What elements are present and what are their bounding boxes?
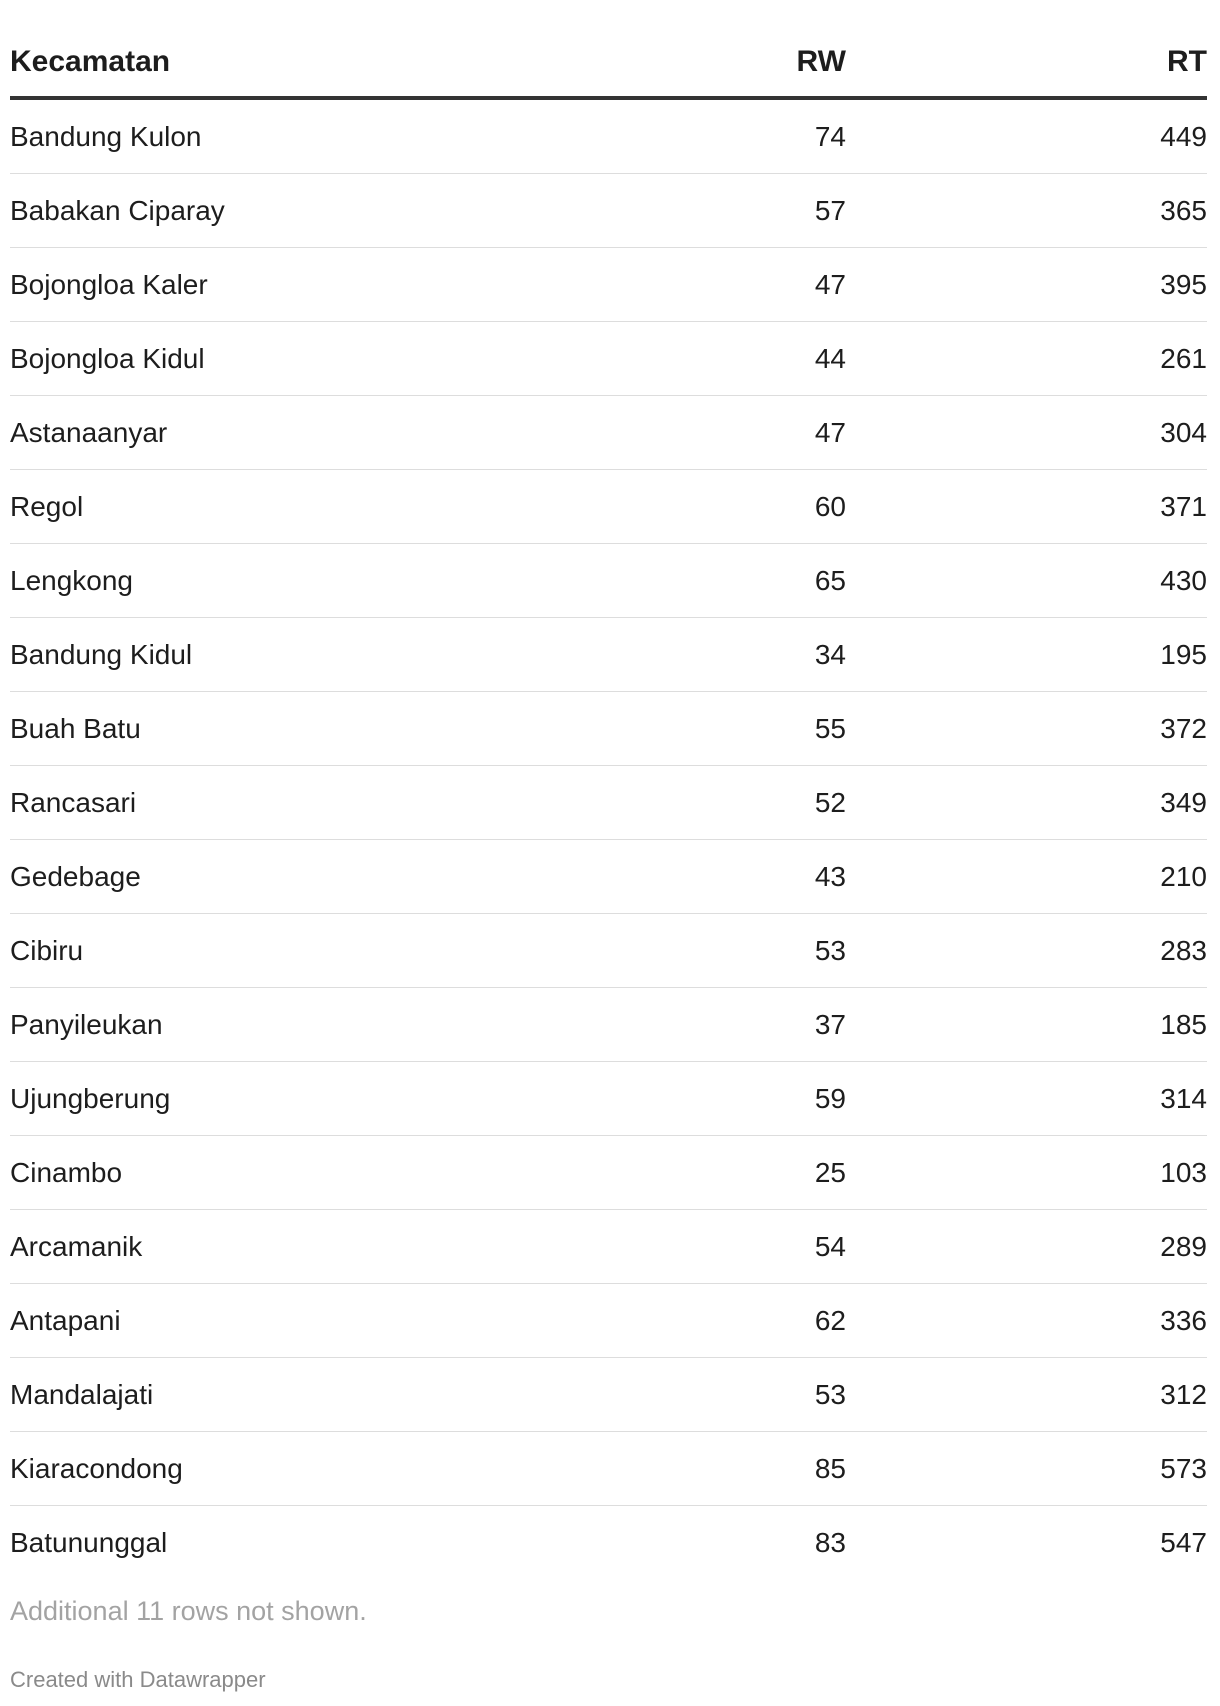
cell-rt: 395 [1160,269,1207,300]
table-row [10,1284,1207,1358]
cell-rw: 43 [814,861,846,892]
table-row [10,840,1207,914]
cell-rt: 365 [1160,195,1207,226]
cell-kecamatan: Bojongloa Kaler [10,269,208,300]
cell-rw: 83 [814,1527,846,1558]
cell-kecamatan: Cibiru [10,935,84,966]
table-row [10,322,1207,396]
cell-rt: 314 [1160,1083,1207,1114]
table-row [10,1062,1207,1136]
cell-kecamatan: Buah Batu [10,713,141,744]
cell-rw: 55 [814,713,846,744]
cell-kecamatan: Kiaracondong [10,1453,183,1484]
cell-rw: 47 [814,417,846,448]
cell-rt: 349 [1160,787,1207,818]
column-header-rt[interactable]: RT [1167,45,1207,78]
cell-kecamatan: Gedebage [10,861,141,892]
table-row [10,544,1207,618]
cell-rw: 37 [814,1009,846,1040]
cell-rw: 54 [814,1231,846,1262]
cell-kecamatan: Babakan Ciparay [10,195,225,226]
cell-rt: 371 [1160,491,1207,522]
table-row [10,618,1207,692]
cell-rt: 336 [1160,1305,1207,1336]
table-body [10,100,1207,1580]
cell-kecamatan: Lengkong [10,565,134,596]
cell-kecamatan: Rancasari [10,787,137,818]
table-row [10,470,1207,544]
cell-rw: 52 [814,787,846,818]
cell-rw: 62 [814,1305,846,1336]
cell-rt: 283 [1160,935,1207,966]
cell-kecamatan: Ujungberung [10,1083,171,1114]
cell-kecamatan: Bandung Kidul [10,639,193,670]
cell-rt: 430 [1160,565,1207,596]
cell-rt: 185 [1160,1009,1207,1040]
cell-rt: 312 [1160,1379,1207,1410]
table-row [10,1506,1207,1580]
cell-rw: 47 [814,269,846,300]
cell-rw: 25 [814,1157,846,1188]
cell-rw: 85 [814,1453,846,1484]
cell-kecamatan: Bojongloa Kidul [10,343,205,374]
cell-kecamatan: Cinambo [10,1157,123,1188]
table-header [10,0,1207,100]
cell-rw: 53 [814,935,846,966]
cell-rt: 573 [1160,1453,1207,1484]
table-row [10,766,1207,840]
cell-rt: 103 [1160,1157,1207,1188]
cell-rt: 210 [1160,861,1207,892]
cell-rw: 57 [814,195,846,226]
cell-rw: 74 [814,121,846,152]
cell-rw: 44 [814,343,846,374]
cell-rt: 261 [1160,343,1207,374]
table-row [10,1136,1207,1210]
cell-kecamatan: Regol [10,491,84,522]
cell-rt: 195 [1160,639,1207,670]
cell-kecamatan: Astanaanyar [10,417,168,448]
cell-rw: 65 [814,565,846,596]
cell-kecamatan: Panyileukan [10,1009,163,1040]
column-header-kecamatan[interactable]: Kecamatan [10,45,171,78]
cell-kecamatan: Antapani [10,1305,121,1336]
table-row [10,1358,1207,1432]
cell-rw: 60 [814,491,846,522]
cell-kecamatan: Arcamanik [10,1231,143,1262]
table-row [10,692,1207,766]
cell-kecamatan: Batununggal [10,1527,168,1558]
table-row [10,248,1207,322]
cell-kecamatan: Mandalajati [10,1379,154,1410]
cell-kecamatan: Bandung Kulon [10,121,202,152]
cell-rt: 547 [1160,1527,1207,1558]
table-row [10,174,1207,248]
table-row [10,100,1207,174]
cell-rt: 449 [1160,121,1207,152]
cell-rt: 289 [1160,1231,1207,1262]
cell-rw: 53 [814,1379,846,1410]
datawrapper-credit: Created with Datawrapper [10,1667,266,1692]
cell-rt: 304 [1160,417,1207,448]
table-row [10,1432,1207,1506]
cell-rt: 372 [1160,713,1207,744]
table-row [10,914,1207,988]
cell-rw: 59 [814,1083,846,1114]
table-row [10,988,1207,1062]
table-row [10,1210,1207,1284]
cell-rw: 34 [814,639,846,670]
column-header-rw[interactable]: RW [796,45,846,78]
table-row [10,396,1207,470]
rows-hidden-note: Additional 11 rows not shown. [10,1596,367,1626]
